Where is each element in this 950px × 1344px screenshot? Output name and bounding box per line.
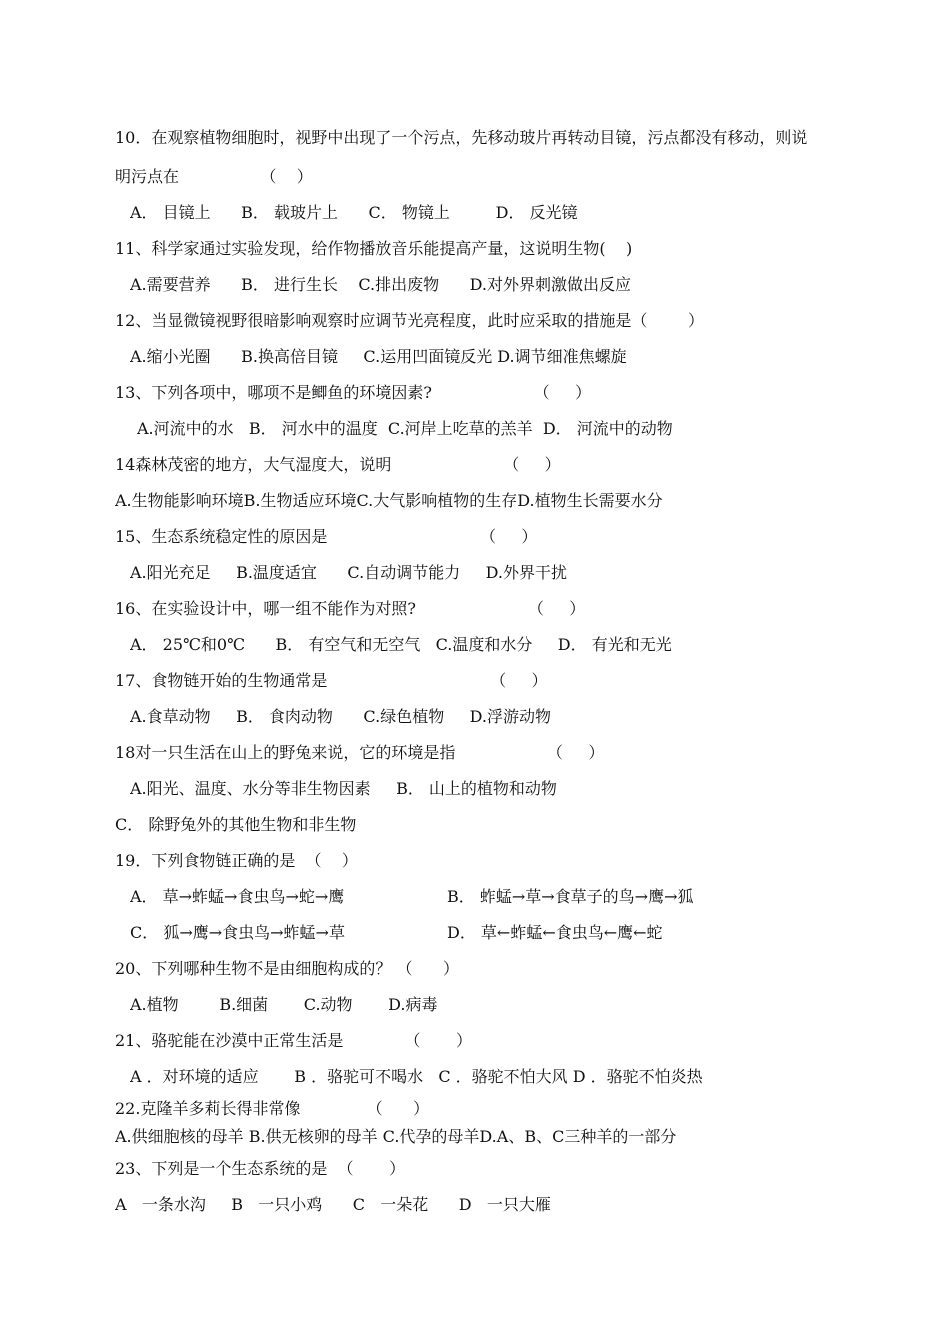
q14-options: A.生物能影响环境B.生物适应环境C.大气影响植物的生存D.植物生长需要水分 <box>115 491 663 510</box>
q13-stem: 13、下列各项中，哪项不是鲫鱼的环境因素? （ ） <box>115 383 592 402</box>
q21-options: A ．对环境的适应 B ．骆驼可不喝水 C ．骆驼不怕大风 D ．骆驼不怕炎热 <box>130 1067 703 1086</box>
q15-options: A.阳光充足 B.温度适宜 C.自动调节能力 D.外界干扰 <box>130 563 567 582</box>
q18-options-line1: A.阳光、温度、水分等非生物因素 B． 山上的植物和动物 <box>130 779 557 798</box>
q17-options: A.食草动物 B． 食肉动物 C.绿色植物 D.浮游动物 <box>130 707 551 726</box>
q13-options: A.河流中的水 B． 河水中的温度 C.河岸上吃草的羔羊 D． 河流中的动物 <box>137 419 673 438</box>
q19-option-c: C． 狐→鹰→食虫鸟→蚱蜢→草 <box>130 923 345 942</box>
q22-stem: 22.克隆羊多莉长得非常像 （ ） <box>115 1099 430 1118</box>
q16-options: A． 25℃和0℃ B． 有空气和无空气 C.温度和水分 D． 有光和无光 <box>130 635 672 654</box>
q17-stem: 17、食物链开始的生物通常是 （ ） <box>115 671 548 690</box>
q18-options-line2: C． 除野兔外的其他生物和非生物 <box>115 815 357 834</box>
q19-option-b: B． 蚱蜢→草→食草子的鸟→鹰→狐 <box>447 887 694 906</box>
q20-options: A.植物 B.细菌 C.动物 D.病毒 <box>130 995 438 1014</box>
q14-stem: 14森林茂密的地方，大气湿度大，说明 （ ） <box>115 455 561 474</box>
q19-option-d: D． 草←蚱蜢←食虫鸟←鹰←蛇 <box>447 923 663 942</box>
q23-options: A 一条水沟 B 一只小鸡 C 一朵花 D 一只大雁 <box>115 1195 551 1214</box>
q19-option-a: A． 草→蚱蜢→食虫鸟→蛇→鹰 <box>130 887 345 906</box>
q22-options: A.供细胞核的母羊 B.供无核卵的母羊 C.代孕的母羊D.A、B、C三种羊的一部分 <box>115 1127 677 1146</box>
q10-stem-line2: 明污点在 （ ） <box>115 167 313 186</box>
q12-stem: 12、当显微镜视野很暗影响观察时应调节光亮程度，此时应采取的措施是（ ） <box>115 311 705 330</box>
q12-options: A.缩小光圈 B.换高倍目镜 C.运用凹面镜反光 D.调节细准焦螺旋 <box>130 347 627 366</box>
q11-stem: 11、科学家通过实验发现，给作物播放音乐能提高产量，这说明生物( ) <box>115 239 633 258</box>
q10-stem-line1: 10．在观察植物细胞时，视野中出现了一个污点，先移动玻片再转动目镜，污点都没有移动，则说 <box>115 128 808 147</box>
q15-stem: 15、生态系统稳定性的原因是 （ ） <box>115 527 538 546</box>
q10-options: A． 目镜上 B． 载玻片上 C． 物镜上 D． 反光镜 <box>130 203 578 222</box>
q23-stem: 23、下列是一个生态系统的是 （ ） <box>115 1159 406 1178</box>
q18-stem: 18对一只生活在山上的野兔来说，它的环境是指 （ ） <box>115 743 605 762</box>
q20-stem: 20、下列哪种生物不是由细胞构成的？ （ ） <box>115 959 459 978</box>
q21-stem: 21、骆驼能在沙漠中正常生活是 （ ） <box>115 1031 472 1050</box>
q16-stem: 16、在实验设计中，哪一组不能作为对照? （ ） <box>115 599 586 618</box>
q11-options: A.需要营养 B． 进行生长 C.排出废物 D.对外界刺激做出反应 <box>130 275 631 294</box>
q19-stem: 19．下列食物链正确的是 （ ） <box>115 851 358 870</box>
